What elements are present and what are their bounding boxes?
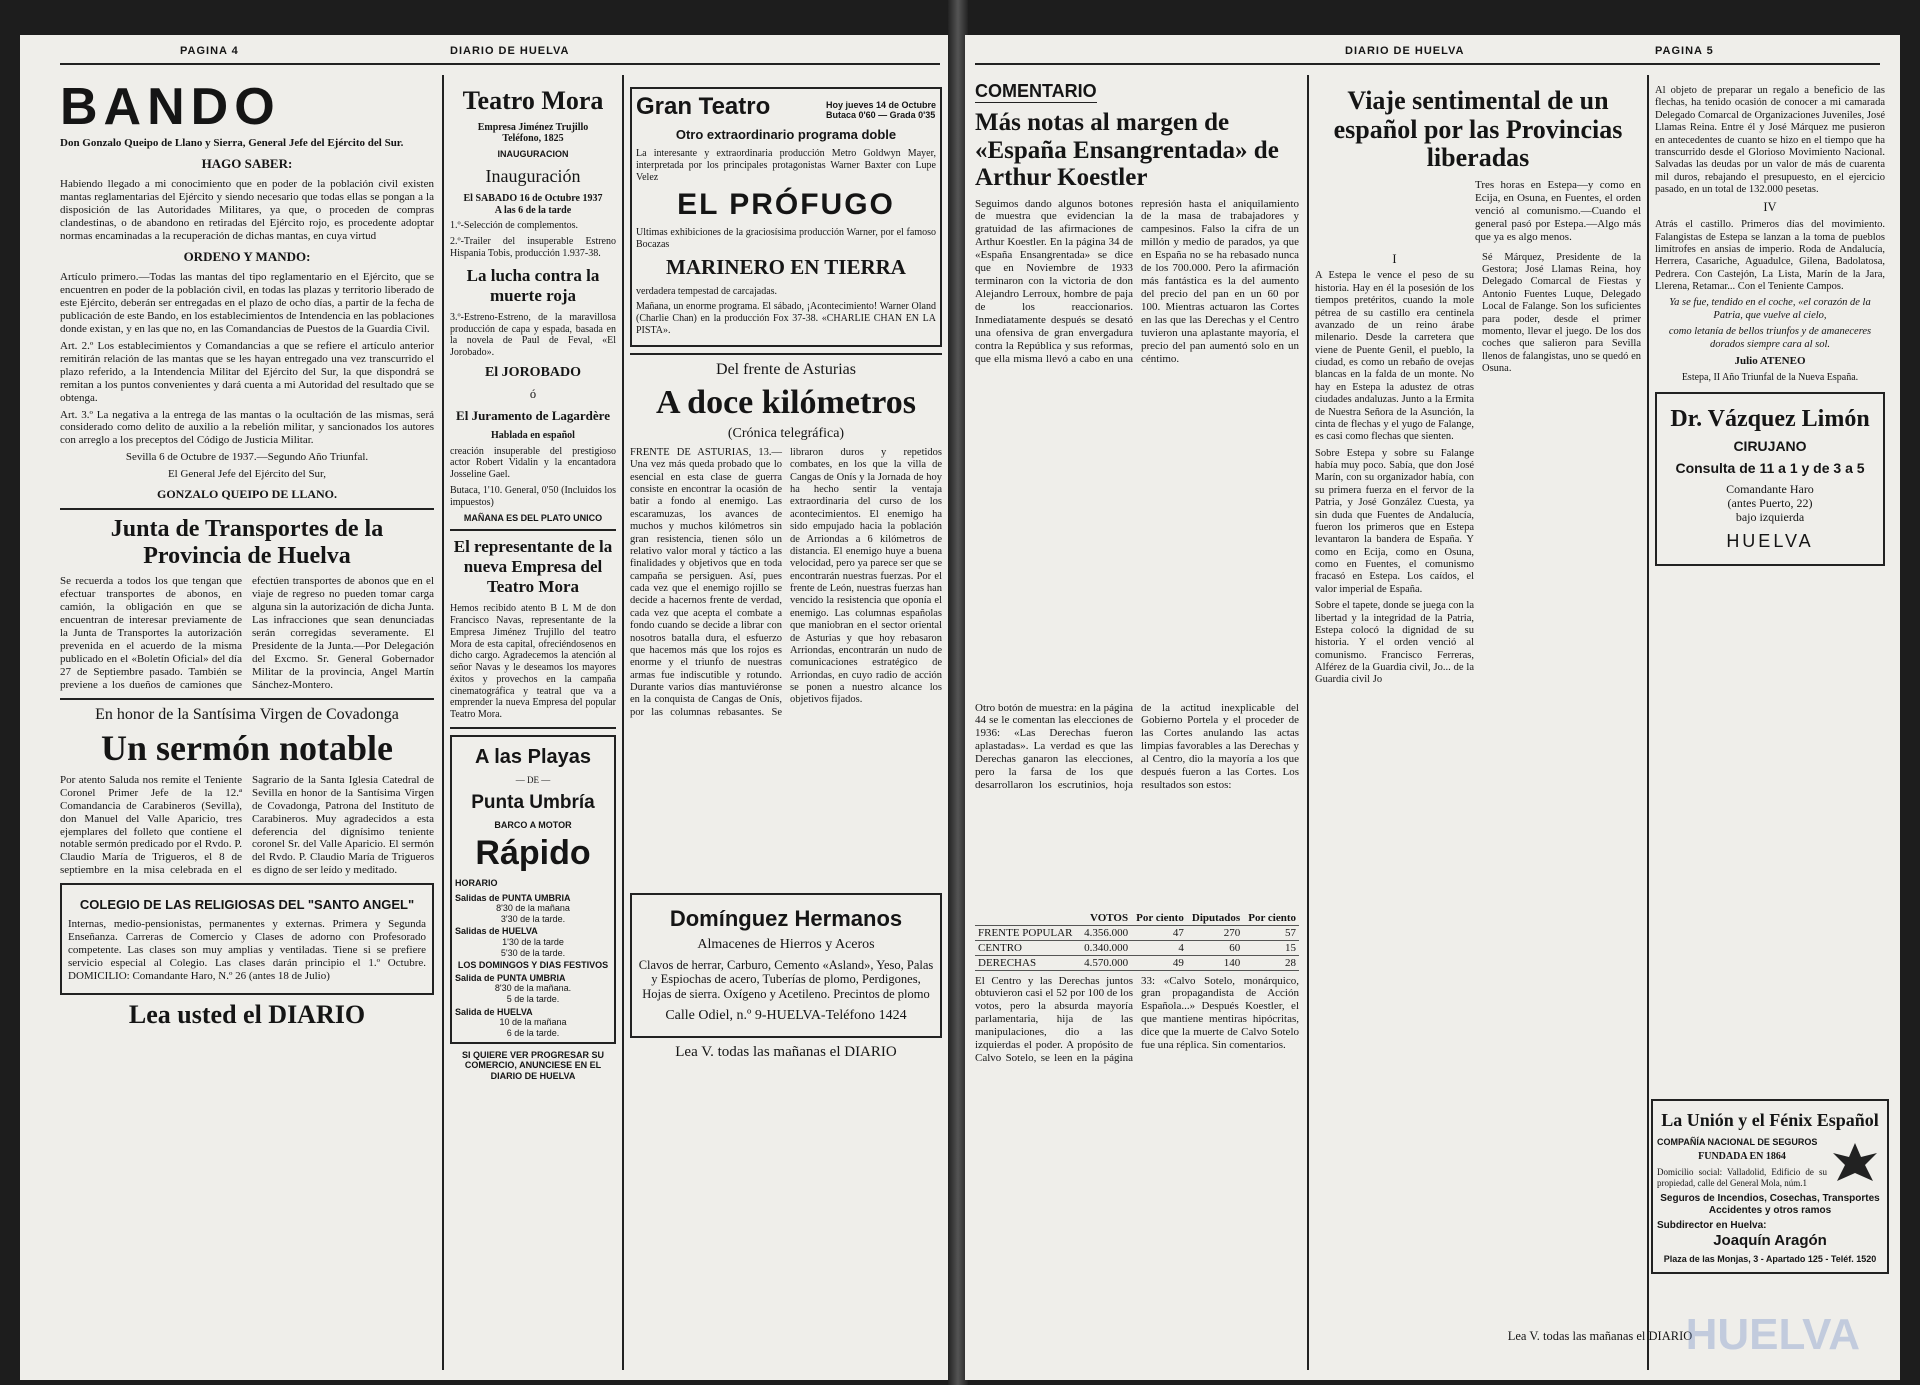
- representante-title: El representante de la nueva Empresa del Teatro Mora: [453, 537, 613, 597]
- rapido: Rápido: [475, 834, 591, 873]
- huelva-watermark: HUELVA: [1685, 1310, 1860, 1359]
- firma-lugar: Estepa, II Año Triunfal de la Nueva España.: [1681, 371, 1859, 383]
- playas-lugar: Punta Umbría: [471, 791, 595, 813]
- bando-signoff: El General Jefe del Ejército del Sur,: [167, 468, 327, 481]
- teatro-mora-empresa: Empresa Jiménez Trujillo: [477, 121, 589, 133]
- gran-teatro-p2: Ultimas exhibiciones de la graciosísima producción Warner, por el famoso Bocazas: [636, 226, 936, 250]
- doctor-address2: (antes Puerto, 22): [1727, 496, 1813, 511]
- ordeno-mando: ORDENO Y MANDO:: [183, 248, 311, 264]
- asturias-kicker: Del frente de Asturias: [716, 360, 856, 378]
- jorobado-title: El JOROBADO: [484, 364, 582, 380]
- inauguracion-fecha: El SABADO 16 de Octubre 1937: [463, 192, 603, 204]
- salida-3: Salida de PUNTA UMBRIA: [455, 972, 566, 983]
- bando-art2: Art. 2.º Los establecimientos y Comandancias a que se refiere el artículo anterior remitirán relación de las mantas que se les hayan entregado una vez transcurrido el plazo referido, a la Intendencia Militar del Ejército del Sur, la que dispondrá se remitan a los puntos convenientes y dará cuenta a mi Autoridad del resultado que se obtenga.: [60, 339, 434, 404]
- table-cell: 4.356.000: [1079, 925, 1131, 940]
- votes-header: [975, 911, 1079, 926]
- table-cell: 47: [1131, 925, 1187, 940]
- inauguracion-hora: A las 6 de la tarde: [494, 204, 572, 216]
- viaje-title: Viaje sentimental de un español por las Provincias liberadas: [1333, 86, 1623, 173]
- page-number-right: PAGINA 5: [1655, 45, 1714, 57]
- table-cell: 4.570.000: [1079, 955, 1131, 970]
- dominguez-sub: Almacenes de Hierros y Aceros: [697, 937, 875, 953]
- gran-teatro-manana: Mañana, un enorme programa. El sábado, ¡Acontecimiento! Warner Oland (Charlie Chan) en la producción Fox 37-38. «CHARLIE CHAN EN LA PISTA».: [636, 301, 936, 336]
- gran-teatro-precios: Butaca 0'60 — Grada 0'35: [825, 110, 936, 121]
- festivos: LOS DOMINGOS Y DIAS FESTIVOS: [457, 960, 609, 971]
- comentario-body3: El Centro y las Derechas juntos obtuvieron casi el 52 por 100 de los votos, pero la absurda mayoría parlamentaria, hija de las manipulaciones, dio a las izquierdas el poder. A propósito de Calvo Sotelo, se leen en la página 33: «Calvo Sotelo, monárquico, gran propagandista de Acción Española...» Después Koestler, el que mantiene mentiras hipócritas, dice que la muerte de Calvo Sotelo fue una réplica. Sin comentarios.: [975, 974, 1299, 1065]
- doctor-city: HUELVA: [1726, 530, 1814, 551]
- table-cell: 15: [1243, 940, 1299, 955]
- butaca-precio: Butaca, 1'10. General, 0'50 (Incluidos los impuestos): [450, 484, 616, 508]
- manana-plato: MAÑANA ES DEL PLATO UNICO: [463, 512, 603, 523]
- doctor-consulta: Consulta de 11 a 1 y de 3 a 5: [1675, 460, 1865, 477]
- fenix-company: COMPAÑÍA NACIONAL DE SEGUROS: [1657, 1136, 1818, 1147]
- votes-header-row: [975, 911, 1299, 926]
- gran-teatro-p1: La interesante y extraordinaria producción Metro Goldwyn Mayer, interpretada por los principales protagonistas Warner Baxter con Lupe Velez: [636, 148, 936, 183]
- lucha-title: La lucha contra la muerte roja: [466, 265, 600, 305]
- comentario-body1: Seguimos dando algunos botones de muestra que evidencian la gratuidad de las afirmaciones de Arthur Koestler. En la página 34 de «España Ensangrentada» se dice que en Noviembre de 1933 terminaron con la victoria de don Alejandro Lerroux, hombre de paja de los reaccionarios. Inmediatamente después se desató una ofensiva de gran envergadura contra la República y sus reformas, que ella misma llevó a cabo en una represión hasta el aniquilamiento de la masa de trabajadores y campesinos. Falso la cifra de un millón y medio de parados, ya que en España no se ha rebasado nunca de los 700.000. Pero la afirmación más fantástica es la del aumento del precio del pan en un 60 por 100. Mientras actuaron las Cortes en las que las Derechas y el Centro tuvieron una aplastante mayoría, el precio del pan aumentó solo en un céntimo.: [975, 197, 1299, 366]
- salida-1b: 3'30 de la tarde.: [500, 913, 566, 924]
- doctor-ad: [1655, 392, 1885, 566]
- table-cell: 4: [1131, 940, 1187, 955]
- tempestad: verdadera tempestad de carcajadas.: [636, 285, 778, 297]
- fenix-subdirector: Joaquín Aragón: [1713, 1232, 1827, 1250]
- viaje-body2: Sobre Estepa y sobre su Falange había muy poco. Sabía, que don José Marín, con su organizador había, con su primera fuerza en el fervor de la Patria, y José González Cuesta, ya sin duda que Fuentes de Andalucía, fueron los primeros que en Estepa levantaron la bandera de España. Y como en Ecija, como en Osuna, como en Fuentes, el comunismo fracasó en Estepa. Los caídos, el valor imperial de España.: [1315, 447, 1474, 595]
- paper-name: DIARIO DE HUELVA: [450, 45, 570, 57]
- sermon-title: Un sermón notable: [100, 727, 393, 768]
- doctor-role: CIRUJANO: [1733, 438, 1807, 455]
- doctor-name: Dr. Vázquez Limón: [1670, 405, 1870, 432]
- colegio-title: COLEGIO DE LAS RELIGIOSAS DEL "SANTO ANGEL": [79, 897, 415, 913]
- juramento-title: El Juramento de Lagardère: [456, 407, 610, 423]
- creacion: creación insuperable del prestigioso actor Robert Vidalin y la encantadora Josseline Gael.: [450, 445, 616, 481]
- salida-1a: 8'30 de la mañana: [496, 903, 570, 914]
- poema-end: como letanía de bellos triunfos y de amaneceres dorados siempre cara al sol.: [1668, 326, 1872, 350]
- page-number: PAGINA 4: [180, 45, 239, 57]
- votes-header: Diputados: [1187, 911, 1243, 926]
- viaje-body4: Sé Márquez, Presidente de la Gestora; José Llamas Reina, hoy Delegado Comarcal de Fiestas y Antonio Fuentes Luque, Delegado Local de Falange. Son los suficientes para poder, desde el primer momento, llevar el juego. De los dos coches que salieron para Sevilla llenos de falangistas, uno se quedó en Osuna.: [1482, 251, 1641, 374]
- inauguracion: Inauguración: [485, 165, 581, 186]
- salida-2a: 1'30 de la tarde: [502, 937, 564, 948]
- colegio-ad: [60, 883, 434, 995]
- salida-4b: 6 de la tarde.: [506, 1027, 560, 1038]
- asturias-sub: (Crónica telegráfica): [727, 426, 845, 442]
- playas-de: — DE —: [515, 775, 551, 786]
- dominguez-body: Clavos de herrar, Carburo, Cemento «Asland», Yeso, Palas y Espiochas de acero, Tuberías de plomo, Perdigones, Hojas de sierra. Oxígeno y Acetileno. Precintos de plomo: [638, 957, 934, 1002]
- hablada: Hablada en español: [491, 429, 575, 441]
- gran-teatro-title: Gran Teatro: [636, 93, 771, 120]
- programa-item3: 3.º-Estreno-Estreno, de la maravillosa producción de capa y espada, basada en la novela de Paul de Feval, «El Jorobado».: [450, 311, 616, 359]
- salida-2b: 5'30 de la tarde.: [500, 947, 566, 958]
- bando-title: BANDO: [60, 81, 281, 136]
- bando-art3: Art. 3.º La negativa a la entrega de las mantas o la ocultación de las mismas, será considerado como delito de auxilio a la rebelión militar, y sancionados los autores con arreglo a los preceptos del Código de Justicia Militar.: [60, 408, 434, 447]
- paper-name-right: DIARIO DE HUELVA: [1345, 45, 1465, 57]
- doctor-address3: bajo izquierda: [1735, 510, 1805, 525]
- table-cell: 49: [1131, 955, 1187, 970]
- table-row: [975, 955, 1299, 970]
- bando-art1: Artículo primero.—Todas las mantas del tipo reglamentario en el Ejército, que se encuentren en poder de la población civil, en todas las plazas y territorio liberado de este Ejército, deberán ser entregadas en el plazo de ocho días, a partir de la fecha de publicación de este Bando, en los establecimientos de Intendencia en las poblaciones donde existan, y en las que no, en las Comandancias de Puestos de la Guardia Civil.: [60, 270, 434, 335]
- table-cell: CENTRO: [975, 940, 1079, 955]
- bando-dateline: Sevilla 6 de Octubre de 1937.—Segundo Año Triunfal.: [125, 451, 369, 464]
- junta-body: Se recuerda a todos los que tengan que efectuar transportes de abonos, en camión, la obligación en que se encuentran de interesar previamente de la Junta de Transportes la autorización prevenida en el acuerdo de la misma publicado en el «Boletín Oficial» del día 27 de Septiembre pasado. También se previene a los dueños de camiones que efectúen transportes de abonos que en el viaje de regreso no pueden tomar carga alguna sin la autorización de dicha Junta. Las infracciones que sean denunciadas serán corregidas severamente. El Presidente de la Junta.—Por Delegación del Excmo. Sr. General Gobernador Militar de la provincia, Angel Martín Sánchez-Montero.: [60, 575, 434, 691]
- fenix-ad-wrapper: [1651, 1093, 1889, 1280]
- marinero-title: MARINERO EN TIERRA: [666, 255, 906, 280]
- table-cell: 60: [1187, 940, 1243, 955]
- salida-2: Salidas de HUELVA: [455, 926, 538, 937]
- salida-3b: 5 de la tarde.: [506, 994, 560, 1005]
- votes-header: VOTOS: [1079, 911, 1131, 926]
- viaje-body6: Atrás el castillo. Primeros días del movimiento. Falangistas de Estepa se lanzan a la toma de pueblos limítrofes en ansias de imperio. Roda de Andalucía, Herrera, Casariche, Aguadulce, Gilena, Badolatosa, Pedrera. Con Castejón, La Lista, Marín de la Jara, Llerena, Retamar... Con el Teniente Campos.: [1655, 219, 1885, 292]
- dominguez-address: Calle Odiel, n.º 9-HUELVA-Teléfono 1424: [665, 1007, 907, 1023]
- teatro-mora-title: Teatro Mora: [462, 86, 604, 115]
- fenix-seguros: Seguros de Incendios, Cosechas, Transportes Accidentes y otros ramos: [1660, 1192, 1880, 1216]
- programa-item2: 2.º-Trailer del insuperable Estreno Hispania Tobis, producción 1.937-38.: [450, 236, 616, 259]
- asturias-title: A doce kilómetros: [655, 383, 916, 421]
- gran-teatro-fecha: Hoy jueves 14 de Octubre: [825, 99, 936, 110]
- viaje-lead: Tres horas en Estepa—y como en Ecija, en Osuna, en Fuentes, el orden venció al comunismo.—Cuando el general pasó por Estepa.—Algo más que ya es algo menos.: [1475, 178, 1641, 243]
- table-cell: DERECHAS: [975, 955, 1079, 970]
- votes-table: [975, 911, 1299, 971]
- salida-4: Salida de HUELVA: [455, 1006, 533, 1017]
- junta-title: Junta de Transportes de la Provincia de Huelva: [110, 516, 384, 569]
- fenix-domicilio: Domicilio social: Valladolid, Edificio de su propiedad, calle del General Mola, núm.1: [1657, 1167, 1827, 1188]
- programa-item1: 1.º-Selección de complementos.: [450, 220, 579, 232]
- inauguracion-label: INAUGURACION: [497, 149, 569, 160]
- roman-i: I: [1392, 251, 1397, 266]
- salida-4a: 10 de la mañana: [499, 1017, 567, 1028]
- viaje-body5: Al objeto de preparar un regalo a beneficio de las flechas, ha tenido ocasión de conocer a mi camarada Delegado Comarcal de Organizaciones Juveniles, José Llamas Reina. Entre él y José Márquez me pusieron en antecedentes de cuanto se hizo en el tiempo que ha transcurrido desde el Glorioso Movimiento Nacional. Salvadas las deudas por un valor de más de cuarenta mil duros, rebajando el presupuesto, en el ejercicio pasado, en un total de 132.000 pesetas.: [1655, 85, 1885, 195]
- dominguez-ad: [630, 893, 942, 1038]
- asturias-body: FRENTE DE ASTURIAS, 13.—Una vez más queda probado que lo esencial en esta clase de guerra consiste en encontrar la ocasión de batir a fondo al enemigo. Las escaramuzas, los avances de muchos y muchos kilómetros sin gran resistencia, tienen sólo un relativo valor moral y táctico a las finalidades y objetivos que en toda campaña se persiguen. Así, pues cada vez que el enemigo rojillo se decide a hacernos frente de verdad, cada vez que acepta el combate a fondo cuando se decide a librar con nosotros batalla dura, el esfuerzo que hacemos más que los rojos es enorme y el triunfo de nuestras armas fue indiscutible y rotundo. Durante varios días mantuviéronse en la conquista de Cangas de Onís, por las columnas rebasantes. Se libraron duros y repetidos combates, en los que la villa de Cangas de Onís y la Jornada de hoy ha hecho sentir la ventaja extraordinaria del curso de los acontecimientos. El enemigo ha sido empujado hacia la población de Arriondas a 6 kilómetros de distancia. El enemigo huye a buena velocidad, pero ya parece ser que se encontrarán nuestras fuerzas. Por el frente de León, nuestras fuerzas han vencido la resistencia que oponía el enemigo. Las columnas españolas que maniobran en el sector oriental de Asturias y que hoy rebasaron Arriondas, encontrarán un nudo de comunicaciones estratégico de Arriondas, en cuyo radio de acción se ponen a nuestro alcance los objetivos fijados.: [630, 446, 942, 718]
- gran-teatro-ad: [630, 87, 942, 347]
- table-row: [975, 940, 1299, 955]
- bando-signature: GONZALO QUEIPO DE LLANO.: [156, 487, 338, 502]
- barco-motor: BARCO A MOTOR: [494, 819, 572, 830]
- profugo-title: EL PRÓFUGO: [677, 188, 895, 222]
- lea-diario-right: Lea V. todas las mañanas el DIARIO: [1507, 1329, 1693, 1343]
- jorobado-o: ó: [529, 386, 537, 401]
- fenix-ad: [1651, 1099, 1889, 1274]
- newspaper-page-4: [20, 35, 950, 1380]
- colegio-body: Internas, medio-pensionistas, permanentes y externas. Primera y Segunda Enseñanza. Carreras de Comercio y Clases de adorno con Profesorado competente. Las clases son muy amplias y ventiladas. Tiene si se prefiere servicio especial al Colegio. Las clases darán principio el 1.º Octubre. DOMICILIO: Comandante Haro, N.º 26 (antes 18 de Julio): [68, 918, 426, 983]
- horario: HORARIO: [455, 877, 498, 888]
- hago-saber: HAGO SABER:: [201, 155, 293, 171]
- table-row: [975, 925, 1299, 940]
- comentario-body2: Otro botón de muestra: en la página 44 se le comentan las elecciones de 1936: «Las Derechas fueron aplastadas». La verdad es que las Derechas ganaron las elecciones, pero la farsa de los que desarrollaron los escrutinios, hoja de la actitud inexplicable del Gobierno Portela y el proceder de las Cortes anulando las actas limpias favorables a las Derechas y al Centro, dio la mayoría a los que después fueron a las Cortes. Los resultados son estos:: [975, 701, 1299, 792]
- fenix-fundada: FUNDADA EN 1864: [1698, 1151, 1786, 1163]
- fenix-address: Plaza de las Monjas, 3 - Apartado 125 - Teléf. 1520: [1663, 1253, 1877, 1264]
- fenix-title: La Unión y el Fénix Español: [1661, 1110, 1879, 1130]
- eagle-icon: [1827, 1137, 1883, 1193]
- comentario-title: Más notas al margen de «España Ensangrentada» de Arthur Koestler: [975, 109, 1279, 191]
- programa-doble: Otro extraordinario programa doble: [675, 127, 897, 142]
- covadonga-title: En honor de la Santísima Virgen de Covadonga: [95, 705, 399, 723]
- votes-header: Por ciento: [1243, 911, 1299, 926]
- viaje-verse: Ya se fue, tendido en el coche, «el corazón de la Patria, que vuelve al cielo,: [1669, 297, 1871, 321]
- table-cell: 57: [1243, 925, 1299, 940]
- firma: Julio ATENEO: [1734, 354, 1806, 367]
- table-cell: 0.340.000: [1079, 940, 1131, 955]
- salida-3a: 8'30 de la mañana.: [494, 983, 572, 994]
- lea-diario-2: Lea V. todas las mañanas el DIARIO: [675, 1043, 897, 1060]
- roman-iv: IV: [1763, 200, 1777, 215]
- votes-header: Por ciento: [1131, 911, 1187, 926]
- doctor-address1: Comandante Haro: [1726, 482, 1814, 497]
- table-cell: 28: [1243, 955, 1299, 970]
- dominguez-title: Domínguez Hermanos: [669, 905, 903, 931]
- bando-intro: Habiendo llegado a mi conocimiento que en poder de la población civil existen mantas reglamentarias del Ejército y siendo necesario que todas ellas se pongan a la disposición de las Autoridades Militares, ya que, o proceden de compras clandestinas, o de abandono en retiradas del Ejército rojo, es procedente adoptar normas encaminadas a la recuperación de dichas mantas, en cuya virtud: [60, 177, 434, 242]
- table-cell: 270: [1187, 925, 1243, 940]
- newspaper-page-5: [965, 35, 1900, 1380]
- comentario-kicker: COMENTARIO: [975, 81, 1097, 101]
- viaje-body1: A Estepa le vence el peso de su historia. Hay en él la posesión de los tiempos pretéritos, cuando la mole pétrea de su castillo era centinela avanzado de un reino árabe milenario. Desde la carretera que viene de Puente Genil, el pueblo, la ciudad, es como un rebaño de ovejas blancas en la falda de un monte. No hay en Estepa la adustez de otras ciudades andaluzas. Junto a la Ermita de Nuestra Señora de la Asunción, la cinta de flechas y el yugo de Falange, es casi como flechas que sienten.: [1315, 270, 1474, 443]
- playas-title: A las Playas: [474, 746, 591, 769]
- representante-body: Hemos recibido atento B L M de don Francisco Navas, representante de la Empresa Jiménez Trujillo del teatro Mora de esta capital, ofreciéndosenos en dicho cargo. Agradecemos la atención al señor Navas y le deseamos los mayores éxitos y provechos en la campaña cinematográfica y teatral que va a emprender la nueva Empresa del popular Teatro Mora.: [450, 603, 616, 721]
- sermon-body: Por atento Saluda nos remite el Teniente Coronel Primer Jefe de la 12.ª Comandancia de Carabineros (Sevilla), don Manuel del Valle Aparicio, tres ejemplares del folleto que contiene el notable sermón predicado por el Rvdo. P. Claudio María de Trigueros, el 8 de septiembre en la misa celebrada en el Sagrario de la Santa Iglesia Catedral de Sevilla en honor de la Santísima Virgen de Covadonga, Patrona del Instituto de Carabineros. Muy agradecidos a esta deferencia del dignísimo teniente coronel Sr. del Valle Aparicio. El sermón del Rvdo. P. Claudio María de Trigueros es digno de ser leído y meditado.: [60, 773, 434, 877]
- fenix-subdirector-label: Subdirector en Huelva:: [1657, 1220, 1767, 1232]
- table-cell: 140: [1187, 955, 1243, 970]
- anuncie: SI QUIERE VER PROGRESAR SU COMERCIO, ANUNCIESE EN EL DIARIO DE HUELVA: [461, 1049, 605, 1081]
- playas-ad: [450, 735, 616, 1043]
- table-cell: FRENTE POPULAR: [975, 925, 1079, 940]
- lea-diario: Lea usted el DIARIO: [128, 1000, 366, 1030]
- viaje-body3: Sobre el tapete, donde se juega con la libertad y la integridad de la Patria, Estepa colocó la dignidad de su historia. Y el orden venció al comunismo. Francisco Ferreras, Alférez de la Guardia civil, Jo... de la Guardia civil Jo: [1315, 600, 1474, 686]
- teatro-mora-telefono: Teléfono, 1825: [502, 133, 564, 145]
- salida-1: Salidas de PUNTA UMBRIA: [455, 892, 571, 903]
- bando-byline: Don Gonzalo Queipo de Llano y Sierra, General Jefe del Ejército del Sur.: [60, 137, 404, 149]
